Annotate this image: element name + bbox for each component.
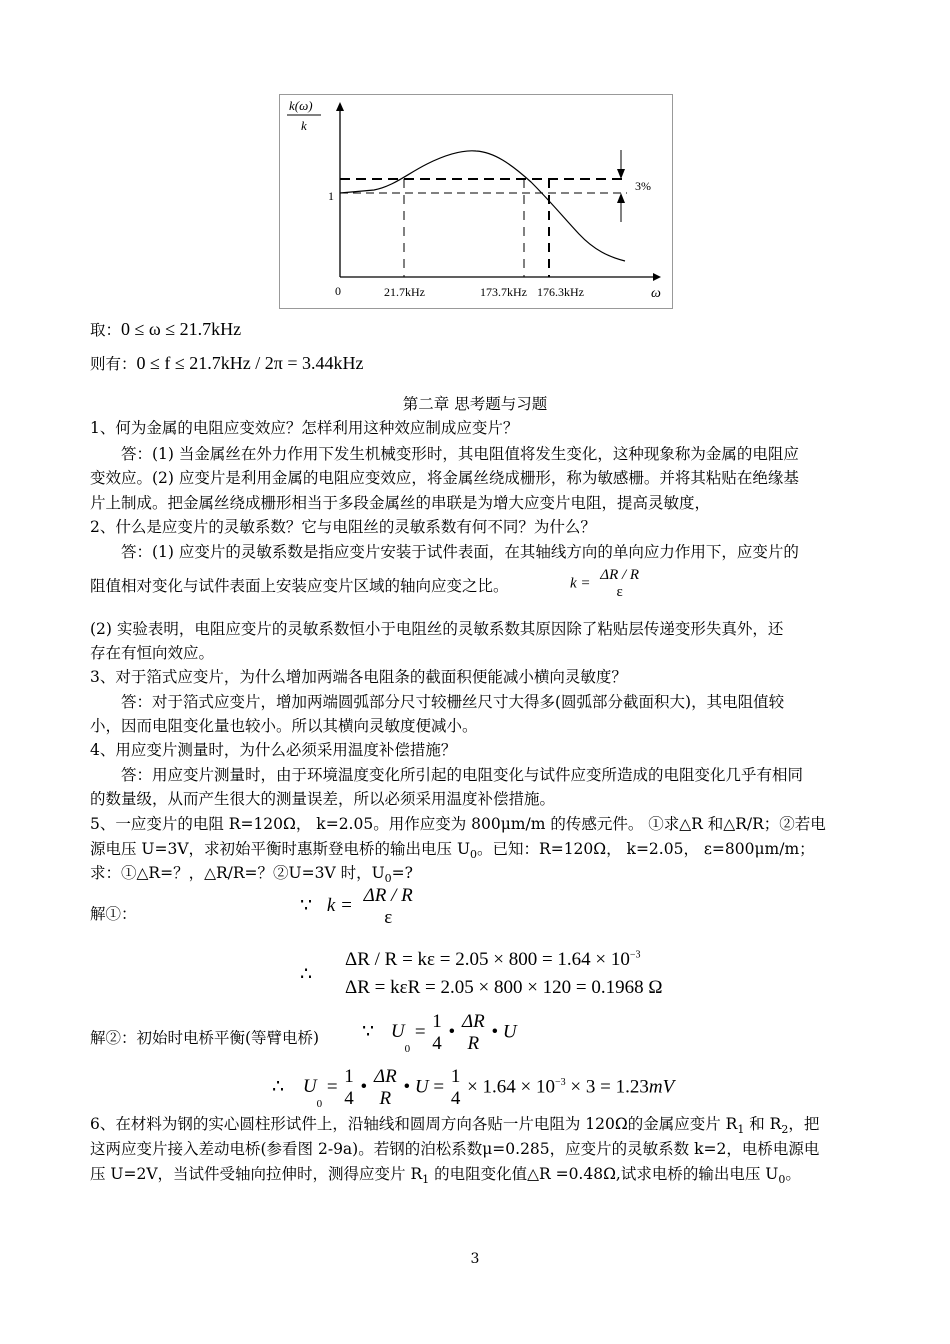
because-symbol: ∵: [362, 1021, 375, 1043]
denominator-4: 4: [432, 1033, 442, 1054]
y-label-numerator: k(ω): [289, 98, 313, 113]
unit-mv: mV: [648, 1076, 675, 1098]
dot-operator: •: [491, 1021, 499, 1043]
delta-r-equation: ΔR = kεR = 2.05 × 800 × 120 = 0.1968 Ω: [345, 977, 663, 998]
k-def-denominator: ε: [616, 584, 623, 600]
tail-part-b: × 3 = 1.23: [565, 1076, 649, 1098]
k-numerator: ΔR / R: [363, 885, 413, 906]
then-prefix: 则有：: [90, 355, 137, 373]
answer-3-line-2: 小，因而电阻变化量也较小。所以其横向灵敏度便减小。: [90, 717, 478, 735]
q6-l1-a: 6、在材料为钢的实心圆柱形试件上，沿轴线和圆周方向各贴一片电阻为 120Ω的金属应变片 R: [90, 1115, 738, 1133]
subscript-0: 0: [470, 848, 478, 862]
question-5-line-1: 5、一应变片的电阻 R=120Ω， k=2.05。用作应变为 800μm/m 的传感元件。 ①求△R 和△R/R；②若电: [90, 815, 826, 833]
numerator-1: 1: [450, 1066, 461, 1087]
answer-1-line-2: 变效应。(2) 应变片是利用金属的电阻应变效应，将金属丝绕成栅形，称为敏感栅。并将其粘贴在绝缘基: [90, 469, 799, 487]
because-symbol: ∵: [300, 895, 313, 917]
dr-over-r-fraction: [460, 1011, 487, 1055]
answer-3-line-1: 答：对于箔式应变片，增加两端圆弧部分尺寸较栅丝尺寸大得多(圆弧部分截面积大)，其电阻值较: [121, 693, 785, 711]
answer-2-line-2: 阻值相对变化与试件表面上安装应变片区域的轴向应变之比。: [90, 577, 509, 595]
x-axis-label: ω: [651, 286, 661, 301]
q6-l3-a: 压 U=2V，当试件受轴向拉伸时，测得应变片 R: [90, 1165, 423, 1183]
denominator-4: 4: [450, 1088, 461, 1109]
q6-l1-c: ，把: [788, 1115, 820, 1133]
u-symbol: U: [502, 1021, 517, 1043]
band-label: 3%: [635, 179, 651, 193]
u0-formula-2: [272, 1066, 674, 1110]
numerator-1: 1: [432, 1011, 442, 1032]
question-6-line-2: 这两应变片接入差动电桥(参看图 2-9a)。若钢的泊松系数μ=0.285，应变片的灵敏系数 k=2，电桥电源电: [90, 1140, 820, 1158]
question-3: 3、对于箔式应变片，为什么增加两端各电阻条的截面积便能减小横向灵敏度？: [90, 668, 627, 686]
x-tick-label: 21.7kHz: [384, 285, 425, 299]
tail-exponent: −3: [555, 1077, 566, 1089]
q5-l2-part-a: 源电压 U=3V，求初始平衡时惠斯登电桥的输出电压 U: [90, 840, 471, 858]
y-label-denominator: k: [301, 118, 307, 133]
numerator-dr: ΔR: [461, 1011, 485, 1032]
k-fraction: [362, 885, 415, 929]
q6-l1-b: 和 R: [744, 1115, 782, 1133]
dr-over-r-fraction: [372, 1066, 399, 1110]
delta-r-over-r-equation: [345, 949, 641, 971]
question-6-line-1: [90, 1113, 819, 1141]
answer-1-line-3: 片上制成。把金属丝绕成栅形相当于多段金属丝的串联是为增大应变片电阻，提高灵敏度，: [90, 494, 711, 512]
dot-operator: •: [448, 1021, 456, 1043]
q6-l3-c: 。: [785, 1165, 801, 1183]
denominator-r: R: [379, 1088, 392, 1109]
quarter-fraction: [342, 1066, 356, 1110]
dr-r-exponent: −3: [629, 949, 641, 961]
k-def-lhs: k =: [570, 575, 591, 592]
u0-symbol: U: [302, 1076, 317, 1098]
question-2: 2、什么是应变片的灵敏系数？它与电阻丝的灵敏系数有何不同？为什么？: [90, 518, 596, 536]
k-definition-formula: [570, 567, 641, 601]
equals: =: [326, 1076, 338, 1098]
take-prefix: 取：: [90, 321, 122, 339]
question-1: 1、何为金属的电阻应变效应？怎样利用这种效应制成应变片？: [90, 419, 519, 437]
subscript-0: 0: [778, 1173, 786, 1187]
solution-2-label: [90, 1027, 319, 1049]
k-formula: [300, 885, 415, 929]
q5-l3-part-a: 求：①△R=？，△R/R=？②U=3V 时，U: [90, 864, 385, 882]
quarter-fraction: [449, 1066, 463, 1110]
subscript-0: 0: [404, 1043, 411, 1056]
answer-4-line-1: 答：用应变片测量时，由于环境温度变化所引起的电阻变化与试件应变所造成的电阻变化几乎有相同: [121, 766, 804, 784]
denominator-4: 4: [344, 1088, 354, 1109]
numerator-dr: ΔR: [373, 1066, 397, 1087]
subscript-0: 0: [384, 872, 392, 886]
answer-1-line-1: 答：(1) 当金属丝在外力作用下发生机械变形时，其电阻值将发生变化，这种现象称为金属的电阻应: [121, 445, 799, 463]
dot-operator: •: [360, 1076, 368, 1098]
equals: =: [433, 1076, 445, 1098]
take-line: [90, 318, 241, 341]
then-expression: 0 ≤ f ≤ 21.7kHz / 2π = 3.44kHz: [136, 353, 364, 373]
k-def-fraction: [598, 567, 641, 601]
q6-l3-b: 的电阻变化值△R =0.48Ω,试求电桥的输出电压 U: [429, 1165, 779, 1183]
dot-operator: •: [403, 1076, 411, 1098]
then-line: [90, 352, 363, 375]
tail-part-a: × 1.64 × 10: [467, 1076, 556, 1098]
answer-4-line-2: 的数量级，从而产生很大的测量误差，所以必须采用温度补偿措施。: [90, 790, 556, 808]
u-symbol: U: [414, 1076, 429, 1098]
frequency-response-figure: [279, 94, 673, 309]
k-def-numerator: ΔR / R: [600, 567, 640, 583]
denominator-r: R: [467, 1033, 480, 1054]
numerator-1: 1: [344, 1066, 354, 1087]
q5-l3-part-b: =?: [391, 864, 413, 882]
answer-2-line-1: 答：(1) 应变片的灵敏系数是指应变片安装于试件表面，在其轴线方向的单向应力作用下，应变片的: [121, 543, 799, 561]
subscript-1: 1: [422, 1173, 430, 1187]
q5-l2-part-b: 。已知：R=120Ω， k=2.05， ε=800μm/m；: [477, 840, 815, 858]
question-6-line-3: [90, 1163, 801, 1191]
take-expression: 0 ≤ ω ≤ 21.7kHz: [121, 319, 242, 339]
therefore-symbol: ∴: [272, 1076, 285, 1098]
y-tick-1: 1: [328, 189, 334, 203]
x-origin-label: 0: [335, 284, 341, 298]
subscript-2: 2: [781, 1123, 789, 1137]
u0-symbol: U: [390, 1021, 405, 1043]
dr-r-equation-text: ΔR / R = kε = 2.05 × 800 = 1.64 × 10: [345, 949, 630, 970]
subscript-0: 0: [316, 1098, 323, 1111]
subscript-1: 1: [737, 1123, 745, 1137]
x-tick-label: 176.3kHz: [537, 285, 584, 299]
sol2-text: 解②：初始时电桥平衡(等臂电桥): [90, 1029, 320, 1047]
quarter-fraction: [430, 1011, 444, 1055]
therefore-symbol-1: ∴: [300, 964, 313, 985]
question-4: 4、用应变片测量时，为什么必须采用温度补偿措施？: [90, 741, 457, 759]
k-eq-lhs: k =: [326, 895, 353, 917]
equals: =: [414, 1021, 426, 1043]
x-tick-label: 173.7kHz: [480, 285, 527, 299]
answer-2-line-3: (2) 实验表明，电阻应变片的灵敏系数恒小于电阻丝的灵敏系数其原因除了粘贴层传递变形失真外，还: [90, 620, 784, 638]
chapter-title: 第二章 思考题与习题: [402, 395, 548, 413]
u0-formula-1: [362, 1011, 517, 1055]
page-number: 3: [470, 1251, 480, 1267]
k-denominator: ε: [384, 907, 393, 928]
solution-1-label: 解①：: [90, 905, 137, 923]
answer-2-line-4: 存在有恒向效应。: [90, 644, 215, 662]
